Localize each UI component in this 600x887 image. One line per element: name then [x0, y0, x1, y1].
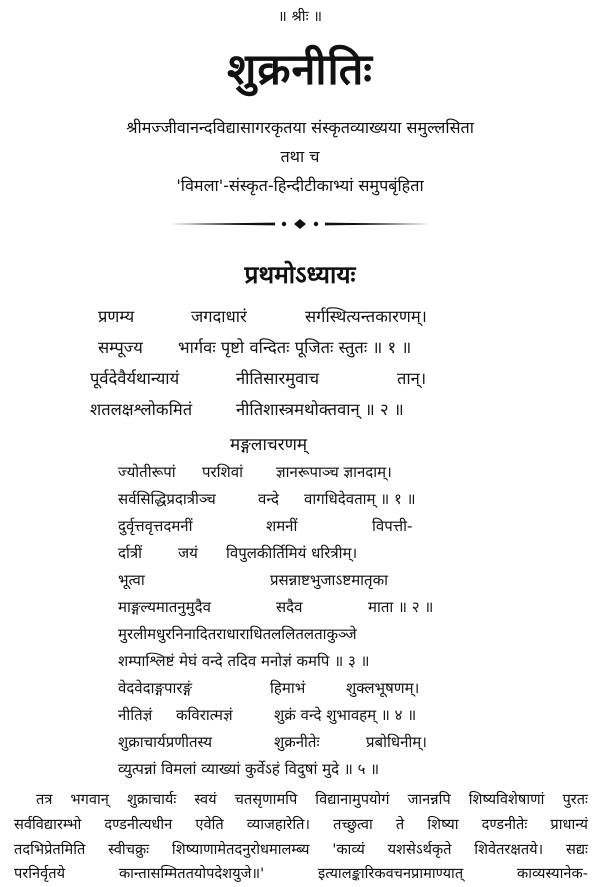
verse-part: विपत्ती-: [372, 517, 413, 535]
verse-part: वागधिदेवताम् ॥ १ ॥: [304, 490, 416, 508]
commentary-line: तदभिप्रेतमिति स्वीचक्रुः शिष्याणामेतदनुरोधमालम्ब्य 'काव्यं यशसेऽर्थकृते शिवेतरक्षतये। सद्यः: [14, 840, 588, 858]
verse-part: नीतिसारमुवाच: [236, 369, 320, 388]
verse-part: शुक्रनीतेः: [274, 733, 320, 751]
verse-part: माता ॥ २ ॥: [368, 598, 434, 616]
chapter-title: प्रथमोऽध्यायः: [244, 260, 356, 289]
verse-part: हिमाभं: [270, 679, 306, 697]
verse-part: जयं: [178, 544, 198, 562]
invocation: ॥ श्रीः ॥: [277, 8, 323, 25]
verse-part: कविरात्मज्ञं: [176, 706, 233, 724]
verse-part: ज्योतीरूपां: [118, 463, 176, 481]
mangalacharan-heading: मङ्गलाचरणम्: [230, 435, 308, 455]
verse-part: शुक्रं वन्दे शुभावहम् ॥ ४ ॥: [274, 706, 417, 724]
verse-part: वेदवेदाङ्गपारङ्गं: [118, 679, 193, 697]
book-title: शुक्रनीतिः: [227, 45, 373, 95]
verse-part: सदैव: [276, 598, 303, 616]
commentary-line: परनिर्वृतये कान्तासम्मिततयोपदेशयुजे॥' इत्यालङ्कारिकवचनप्रामाण्यात् काव्यस्यानेक-: [14, 865, 588, 883]
commentary-line: तत्र भगवान् शुक्राचार्यः स्वयं चतसृणामपि विद्यानामुपयोगं जानन्नपि शिष्यविशेषाणां पुरतः: [36, 791, 588, 808]
verse-part: पूर्वदेवैर्यथान्यायं: [90, 369, 180, 388]
subtitle-line-2: तथा च: [280, 147, 320, 166]
verse-part: जगदाधारं: [191, 307, 247, 326]
verse-part: परशिवां: [202, 463, 243, 481]
verse-part: मुरलीमधुरनिनादितराधाराधितललितलताकुञ्जे: [118, 625, 357, 643]
verse-part: दुर्वृत्तवृत्तदमनीं: [118, 517, 193, 535]
verse-part: सर्गस्थित्यन्तकारणम्।: [305, 307, 427, 326]
verse-part: सर्वसिद्धिप्रदात्रीञ्च: [118, 490, 216, 508]
verse-part: शुक्लभूषणम्।: [346, 679, 420, 697]
subtitle-line-3: 'विमला'-संस्कृत-हिन्दीटीकाभ्यां समुपबृंहिता: [176, 176, 424, 195]
verse-part: नीतिशास्त्रमथोक्तवान् ॥ २ ॥: [236, 400, 404, 419]
verse-part: र्दात्रीं: [118, 544, 143, 562]
commentary-line: सर्वविद्यारम्भो दण्डनीत्यधीन एवेति व्याजहारेति। तच्छुत्वा ते शिष्या दण्डनीतेः प्राधान्यं: [14, 815, 588, 833]
verse-part: प्रसन्नाष्टभुजाऽष्टमातृका: [270, 571, 389, 589]
verse-part: ज्ञानरूपाञ्च ज्ञानदाम्।: [276, 463, 392, 481]
verse-part: विपुलकीर्तिमियं धरित्रीम्।: [226, 544, 358, 562]
verse-part: तान्।: [397, 369, 427, 388]
verse-part: शम्पाश्लिष्टं मेघं वन्दे तदिव मनोज्ञं कमपि ॥ ३ ॥: [118, 652, 370, 670]
verse-part: सम्पूज्य: [98, 338, 143, 357]
commentary-paragraph: [14, 788, 588, 887]
verse-part: प्रणम्य: [98, 307, 135, 326]
verse-part: शमनीं: [266, 517, 298, 535]
verse-part: प्रबोधिनीम्।: [366, 733, 427, 751]
verse-part: भार्गवः पृष्टो वन्दितः पूजितः स्तुतः ॥ १ ॥: [178, 338, 412, 357]
verse-part: भूत्वा: [118, 571, 145, 589]
verse-part: माङ्गल्यमातनुमुदैव: [118, 598, 211, 616]
verse-part: व्युत्पन्नां विमलां व्याख्यां कुर्वेऽहं विदुषां मुदे ॥ ५ ॥: [118, 760, 380, 778]
verse-part: वन्दे: [258, 490, 279, 508]
verse-part: शुक्राचार्यप्रणीतस्य: [118, 733, 213, 751]
subtitle-line-1: श्रीमज्जीवानन्दविद्यासागरकृतया संस्कृतव्याख्यया समुल्लसिता: [126, 118, 474, 137]
verse-part: शतलक्षश्लोकमितं: [90, 400, 193, 419]
verse-part: नीतिज्ञं: [118, 706, 153, 724]
